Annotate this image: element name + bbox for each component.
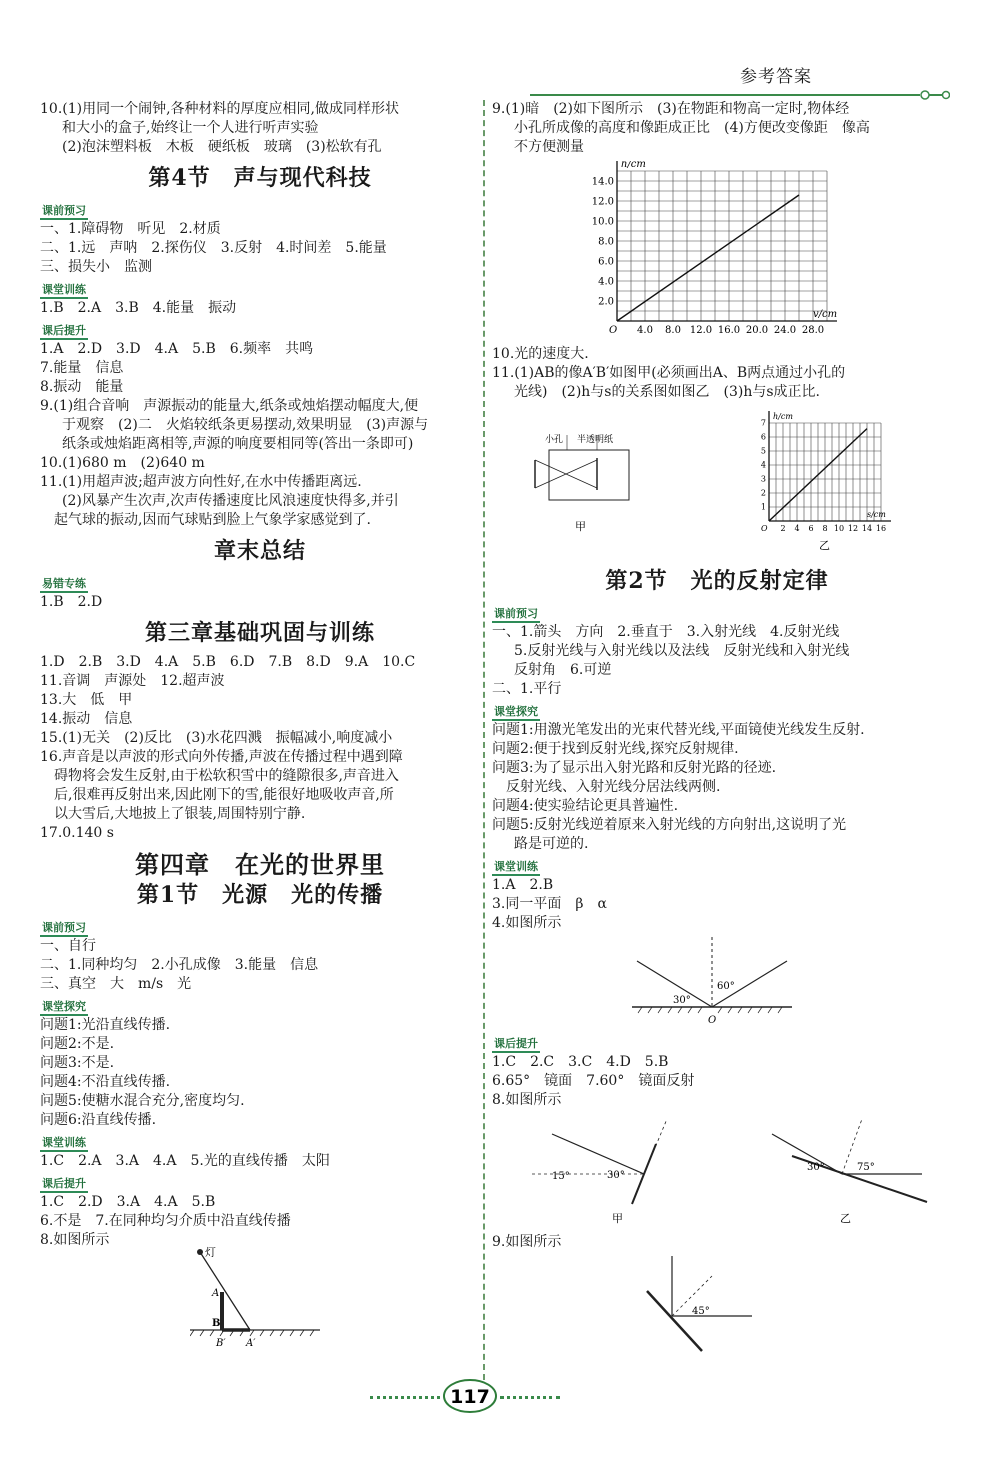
angle-label: 45° <box>692 1306 710 1317</box>
footer-dots <box>370 1396 440 1401</box>
angle-label: 15° <box>552 1171 570 1182</box>
x-tick-label: 8 <box>822 524 828 533</box>
point-A-label: A <box>212 1288 220 1299</box>
y-tick-label: 3 <box>760 474 766 484</box>
mirror-hatching <box>638 1007 782 1013</box>
text-line: 4.如图所示 <box>492 915 562 931</box>
label-preview: 课前预习 <box>40 921 88 937</box>
text-line: 1.C 2.A 3.A 4.A 5.光的直线传播 太阳 <box>40 1153 330 1169</box>
text-line: 路是可逆的. <box>514 836 589 852</box>
label-preview: 课前预习 <box>40 204 88 220</box>
figure-jia-label: 甲 <box>575 520 586 533</box>
text-line: 一、自行 <box>40 938 96 954</box>
y-tick-label: 14.0 <box>591 176 614 188</box>
y-tick-label: 12.0 <box>591 196 614 208</box>
left-column <box>40 100 480 1356</box>
text-line: 1.C 2.C 3.C 4.D 5.B <box>492 1054 669 1070</box>
y-tick-label: 4 <box>760 460 766 470</box>
text-line: 问题3:不是. <box>40 1055 115 1071</box>
text-line: 8.如图所示 <box>40 1232 110 1248</box>
page-number: 117 <box>450 1386 490 1408</box>
text-line: 6.不是 7.在同种均匀介质中沿直线传播 <box>40 1213 291 1229</box>
text-line: 13.大 低 甲 <box>40 692 133 708</box>
text-line: 9.(1)暗 (2)如下图所示 (3)在物距和物高一定时,物体经 <box>492 101 850 117</box>
screen-label: 半透明纸 <box>577 435 614 445</box>
text-line: 11.(1)用超声波;超声波方向性好,在水中传播距离远. <box>40 474 362 490</box>
text-line: 1.C 2.D 3.A 4.A 5.B <box>40 1194 216 1210</box>
label-train: 课堂训练 <box>40 283 88 299</box>
reflection-diagram-8a <box>532 1114 682 1229</box>
angle-label: 60° <box>717 981 735 992</box>
x-axis-label: s/cm <box>867 510 886 519</box>
reflection-diagram-8b <box>762 1114 932 1229</box>
section-title: 第4节 声与现代科技 <box>148 165 372 191</box>
text-line: 16.声音是以声波的形式向外传播,声波在传播过程中遇到障 <box>40 749 403 765</box>
angle-label: 75° <box>857 1162 875 1173</box>
x-tick-label: 14 <box>861 524 873 533</box>
y-tick-label: 2 <box>760 488 766 498</box>
text-line: 6.65° 镜面 7.60° 镜面反射 <box>492 1073 695 1089</box>
point-A2-label: A′ <box>246 1338 256 1349</box>
page-header: 参考答案 <box>740 67 812 87</box>
text-line: 15.(1)无关 (2)反比 (3)水花四溅 振幅减小,响度减小 <box>40 730 393 746</box>
angle-label: 30° <box>607 1170 625 1181</box>
text-line: 问题6:沿直线传播. <box>40 1112 157 1128</box>
chart-h-vs-v <box>572 161 842 341</box>
angle-label: 30° <box>807 1162 825 1173</box>
text-line: 问题3:为了显示出入射光路和反射光路的径迹. <box>492 760 777 776</box>
x-tick-label: 16 <box>875 524 887 533</box>
x-tick-label: 10 <box>833 524 845 533</box>
text-line: 3.同一平面 β α <box>492 896 607 912</box>
text-line: 7.能量 信息 <box>40 360 124 376</box>
text-line: 不方便测量 <box>514 139 584 155</box>
text-line: 纸条或烛焰距离相等,声源的响度要相同等(答出一条即可) <box>62 436 414 452</box>
section-title: 第三章基础巩固与训练 <box>144 620 375 646</box>
y-tick-label: 2.0 <box>598 296 614 308</box>
x-tick-label: 12 <box>847 524 859 533</box>
text-line: 1.A 2.B <box>492 877 554 893</box>
figure-jia-label: 甲 <box>612 1212 623 1225</box>
text-line: 反射光线、入射光线分居法线两侧. <box>506 779 721 795</box>
y-tick-label: 4.0 <box>598 276 614 288</box>
text-line: 小孔所成像的高度和像距成正比 (4)方便改变像距 像高 <box>514 120 870 136</box>
y-tick-label: 5 <box>760 446 766 456</box>
chapter-title: 第四章 在光的世界里 <box>135 850 385 879</box>
angle-label: 30° <box>673 995 691 1006</box>
text-line: 一、1.障碍物 听见 2.材质 <box>40 221 221 237</box>
text-line: (2)风暴产生次声,次声传播速度比风浪速度快得多,并引 <box>62 493 399 509</box>
label-train: 课堂训练 <box>40 1136 88 1152</box>
text-line: 问题2:不是. <box>40 1036 115 1052</box>
text-line: 1.B 2.D <box>40 594 103 610</box>
text-line: 9.如图所示 <box>492 1234 562 1250</box>
text-line: 二、1.同种均匀 2.小孔成像 3.能量 信息 <box>40 957 319 973</box>
section-title: 章末总结 <box>213 538 306 564</box>
text-line: 14.振动 信息 <box>40 711 133 727</box>
x-tick-label: 20.0 <box>745 325 769 336</box>
text-line: 1.D 2.B 3.D 4.A 5.B 6.D 7.B 8.D 9.A 10.C <box>40 654 416 670</box>
text-line: 碍物将会发生反射,由于松软积雪中的缝隙很多,声音进入 <box>54 768 399 784</box>
incident-ray <box>552 1134 644 1174</box>
shadow-diagram <box>190 1242 340 1352</box>
text-line: (2)泡沫塑料板 木板 硬纸板 玻璃 (3)松软有孔 <box>62 139 382 155</box>
text-line: 问题1:光沿直线传播. <box>40 1017 171 1033</box>
text-line: 问题1:用激光笔发出的光束代替光线,平面镜使光线发生反射. <box>492 722 865 738</box>
header-rule <box>530 90 950 100</box>
x-tick-label: 12.0 <box>689 325 713 336</box>
text-line: 二、1.远 声呐 2.探伤仪 3.反射 4.时间差 5.能量 <box>40 240 387 256</box>
text-line: 8.如图所示 <box>492 1092 562 1108</box>
x-tick-label: 6 <box>808 524 814 533</box>
y-tick-label: 8.0 <box>598 236 614 248</box>
camera-box <box>549 450 629 500</box>
text-line: 一、1.箭头 方向 2.垂直于 3.入射光线 4.反射光线 <box>492 624 840 640</box>
text-line: 以大雪后,大地披上了银装,周围特别宁静. <box>54 806 306 822</box>
label-improve: 课后提升 <box>492 1037 540 1053</box>
label-error: 易错专练 <box>40 577 88 593</box>
section-title: 第2节 光的反射定律 <box>605 568 829 594</box>
text-line: 8.振动 能量 <box>40 379 124 395</box>
point-B-label: B <box>212 1318 221 1329</box>
x-tick-label: 4.0 <box>637 325 653 336</box>
data-line <box>617 195 799 321</box>
text-line: 17.0.140 s <box>40 825 114 841</box>
hole-label: 小孔 <box>545 435 564 445</box>
y-tick-label: 7 <box>760 418 766 428</box>
text-line: 10.(1)680 m (2)640 m <box>40 455 205 471</box>
text-line: 二、1.平行 <box>492 681 562 697</box>
label-improve: 课后提升 <box>40 1177 88 1193</box>
right-column <box>492 100 942 1370</box>
pinhole-diagram <box>527 430 637 540</box>
y-tick-label: 10.0 <box>591 216 614 228</box>
text-line: 问题4:不沿直线传播. <box>40 1074 171 1090</box>
light-ray <box>200 1252 250 1330</box>
x-tick-label: 2 <box>780 524 786 533</box>
column-divider <box>483 100 485 1390</box>
text-line: 11.(1)AB的像A′B′如图甲(必须画出A、B两点通过小孔的 <box>492 365 846 381</box>
reflection-diagram-4 <box>627 937 797 1027</box>
page-number-badge <box>442 1378 498 1414</box>
text-line: 后,很难再反射出来,因此刚下的雪,能很好地吸收声音,所 <box>54 787 394 803</box>
text-line: 10.光的速度大. <box>492 346 589 362</box>
text-line: 和大小的盒子,始终让一个人进行听声实验 <box>62 120 319 136</box>
text-line: 问题5:反射光线逆着原来入射光线的方向射出,这说明了光 <box>492 817 847 833</box>
x-tick-label: 8.0 <box>665 325 681 336</box>
text-line: 5.反射光线与入射光线以及法线 反射光线和入射光线 <box>514 643 850 659</box>
y-tick-label: 6 <box>760 432 766 442</box>
text-line: 10.(1)用同一个闹钟,各种材料的厚度应相同,做成同样形状 <box>40 101 399 117</box>
y-axis-label: h/cm <box>773 412 793 421</box>
x-tick-label: 24.0 <box>773 325 797 336</box>
origin-label: O <box>609 325 618 336</box>
reflection-diagram-9 <box>642 1256 762 1366</box>
text-line: 三、损失小 监测 <box>40 259 152 275</box>
footer-dots <box>500 1396 560 1401</box>
x-tick-label: 16.0 <box>717 325 741 336</box>
point-O-label: O <box>708 1015 717 1026</box>
text-line: 问题5:使糖水混合充分,密度均匀. <box>40 1093 245 1109</box>
figure-yi-label: 乙 <box>840 1212 851 1225</box>
label-explore: 课堂探究 <box>492 705 540 721</box>
text-line: 1.B 2.A 3.B 4.能量 振动 <box>40 300 237 316</box>
lamp-label: 灯 <box>205 1246 216 1259</box>
origin-label: O <box>761 524 768 533</box>
text-line: 起气球的振动,因而气球贴到脸上气象学家感觉到了. <box>54 512 371 528</box>
text-line: 问题4:使实验结论更具普遍性. <box>492 798 679 814</box>
ground-hatching <box>190 1330 314 1336</box>
text-line: 光线) (2)h与s的关系图如图乙 (3)h与s成正比. <box>514 384 820 400</box>
y-tick-label: 6.0 <box>598 256 614 268</box>
label-train: 课堂训练 <box>492 860 540 876</box>
x-tick-label: 28.0 <box>801 325 825 336</box>
mirror <box>647 1291 702 1351</box>
label-preview: 课前预习 <box>492 607 540 623</box>
point-B2-label: B′ <box>216 1338 226 1349</box>
text-line: 9.(1)组合音响 声源振动的能量大,纸条或烛焰摆动幅度大,便 <box>40 398 419 414</box>
text-line: 11.音调 声源处 12.超声波 <box>40 673 225 689</box>
text-line: 反射角 6.可逆 <box>514 662 612 678</box>
label-improve: 课后提升 <box>40 324 88 340</box>
chart-h-vs-s <box>747 406 907 556</box>
y-axis-label: h/cm <box>621 161 646 170</box>
text-line: 问题2:便于找到反射光线,探究反射规律. <box>492 741 739 757</box>
x-tick-label: 4 <box>794 524 800 533</box>
label-explore: 课堂探究 <box>40 1000 88 1016</box>
text-line: 三、真空 大 m/s 光 <box>40 976 192 992</box>
x-axis-label: v/cm <box>813 309 838 320</box>
text-line: 1.A 2.D 3.D 4.A 5.B 6.频率 共鸣 <box>40 341 314 357</box>
figure-yi-label: 乙 <box>819 539 830 552</box>
section-title: 第1节 光源 光的传播 <box>136 882 384 908</box>
y-tick-label: 1 <box>760 502 766 512</box>
text-line: 于观察 (2)二 火焰较纸条更易摆动,效果明显 (3)声源与 <box>62 417 429 433</box>
